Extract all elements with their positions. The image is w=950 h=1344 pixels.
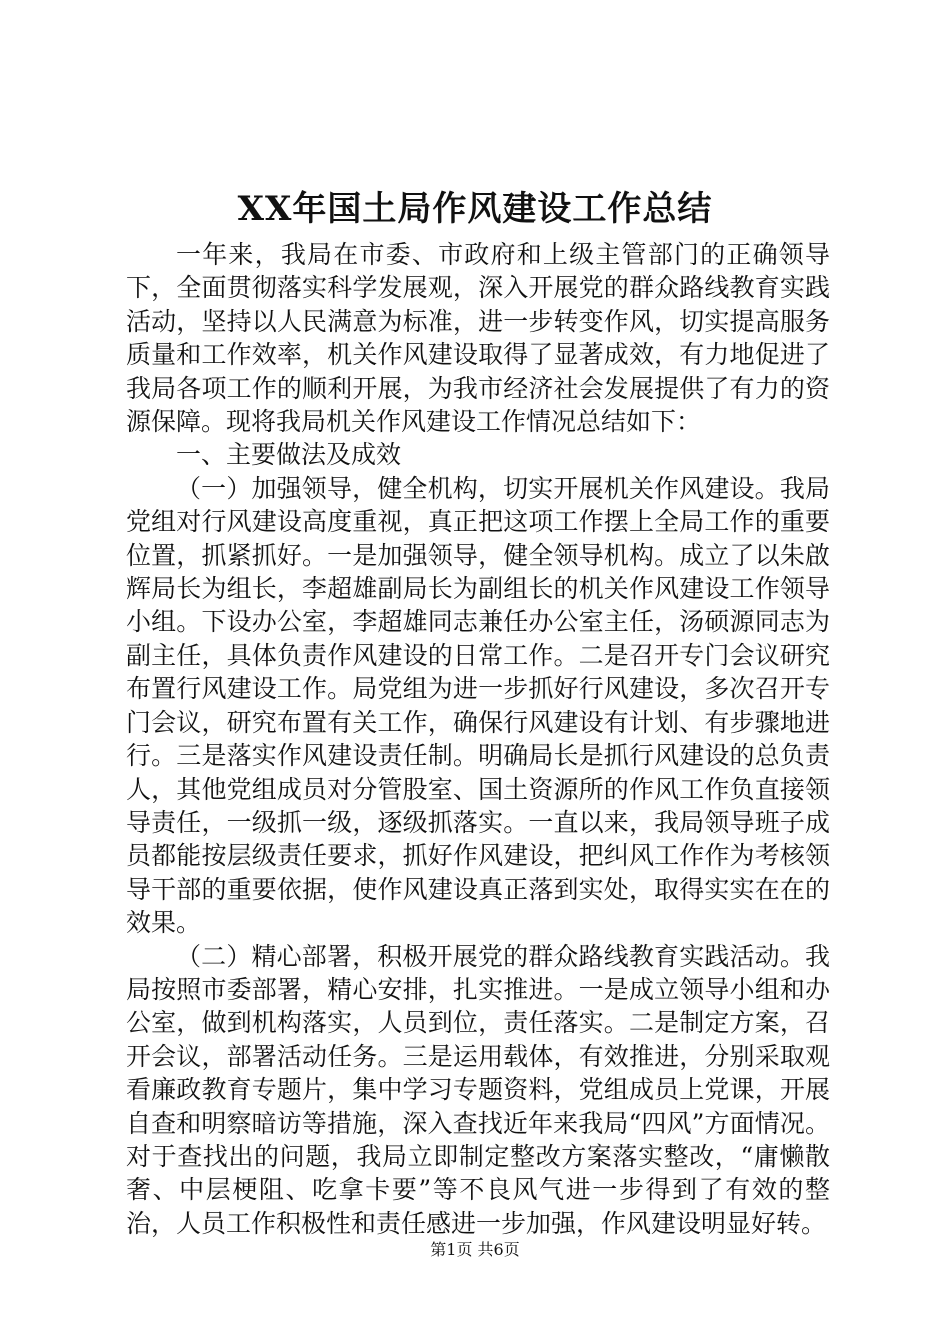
section-1-paragraph: （一）加强领导，健全机构，切实开展机关作风建设。我局党组对行风建设高度重视，真正把这项工作摆上全局工作的重要位置，抓紧抓好。一是加强领导，健全领导机构。成立了以朱啟辉局长为组长，李超雄副局长为副组长的机关作风建设工作领导小组。下设办公室，李超雄同志兼任办公室主任，汤硕源同志为副主任，具体负责作风建设的日常工作。二是召开专门会议研究布置行风建设工作。局党组为进一步抓好行风建设，多次召开专门会议，研究布置有关工作，确保行风建设有计划、有步骤地进行。三是落实作风建设责任制。明确局长是抓行风建设的总负责人，其他党组成员对分管股室、国土资源所的作风工作负直接领导责任，一级抓一级，逐级抓落实。一直以来，我局领导班子成员都能按层级责任要求，抓好作风建设，把纠风工作作为考核领导干部的重要依据，使作风建设真正落到实处，取得实实在在的效果。	[126, 473, 830, 938]
intro-paragraph: 一年来，我局在市委、市政府和上级主管部门的正确领导下，全面贯彻落实科学发展观，深入开展党的群众路线教育实践活动，坚持以人民满意为标准，进一步转变作风，切实提高服务质量和工作效率，机关作风建设取得了显著成效，有力地促进了我局各项工作的顺利开展，为我市经济社会发展提供了有力的资源保障。现将我局机关作风建设工作情况总结如下：	[126, 240, 830, 437]
document-title: XX年国土局作风建设工作总结	[237, 189, 713, 229]
page-footer: 第1页 共6页	[430, 1240, 520, 1259]
document-body	[126, 238, 830, 1240]
section-2-paragraph: （二）精心部署，积极开展党的群众路线教育实践活动。我局按照市委部署，精心安排，扎实推进。一是成立领导小组和办公室，做到机构落实，人员到位，责任落实。二是制定方案，召开会议，部署活动任务。三是运用载体，有效推进，分别采取观看廉政教育专题片，集中学习专题资料，党组成员上党课，开展自查和明察暗访等措施，深入查找近年来我局“四风”方面情况。对于查找出的问题，我局立即制定整改方案落实整改，“庸懒散奢、中层梗阻、吃拿卡要”等不良风气进一步得到了有效的整治，人员工作积极性和责任感进一步加强，作风建设明显好转。	[126, 941, 830, 1238]
section-heading: 一、主要做法及成效	[176, 440, 402, 470]
